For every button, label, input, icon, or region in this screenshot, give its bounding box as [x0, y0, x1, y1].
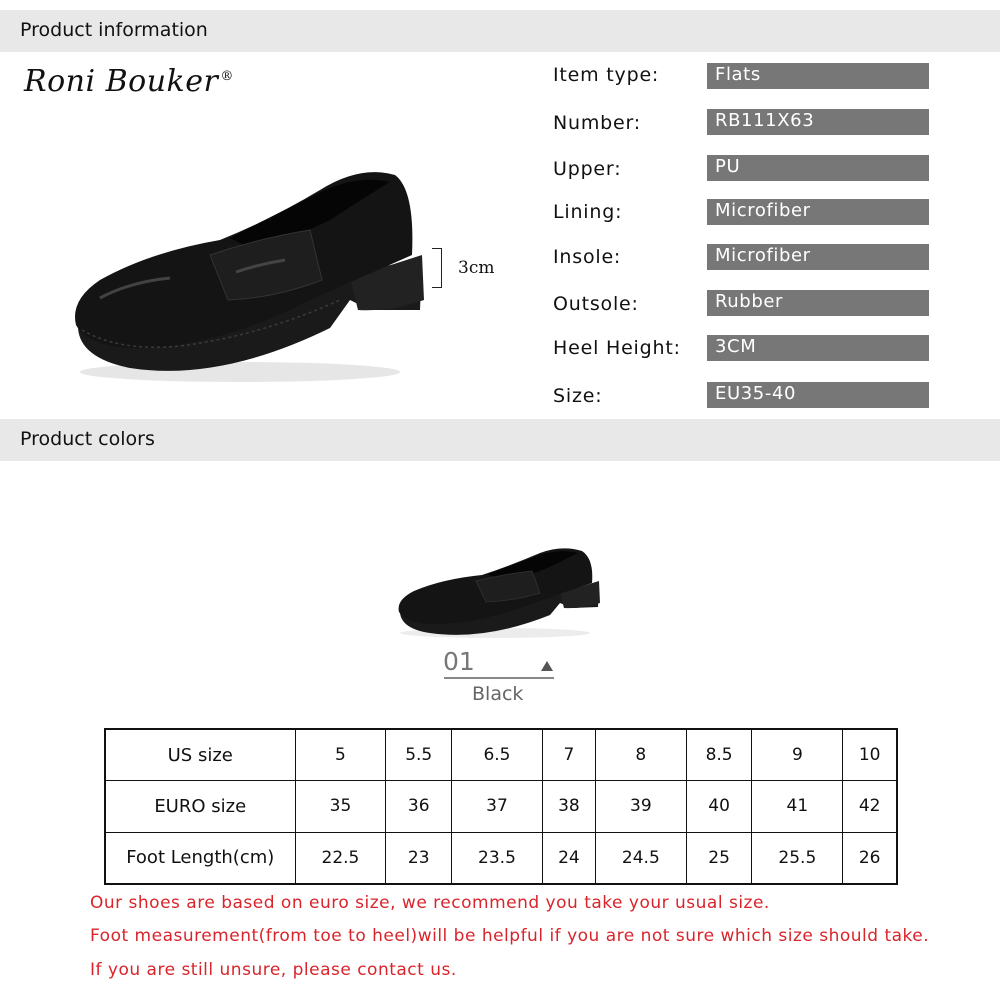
spec-value-size: EU35-40	[707, 382, 929, 408]
spec-value-outsole: Rubber	[707, 290, 929, 316]
spec-value-number: RB111X63	[707, 109, 929, 135]
color-option-underline	[444, 677, 554, 679]
heel-height-bracket	[432, 248, 442, 288]
spec-value-item-type: Flats	[707, 63, 929, 89]
table-row	[105, 781, 897, 833]
color-option-number[interactable]: 01	[443, 647, 475, 676]
spec-label-lining: Lining:	[553, 201, 623, 223]
spec-label-outsole: Outsole:	[553, 293, 639, 315]
size-note-2: Foot measurement(from toe to heel)will be helpful if you are not sure which size should take.	[90, 926, 930, 946]
row-header-us-size: US size	[105, 729, 295, 781]
table-cell: 39	[595, 781, 686, 833]
size-note-1: Our shoes are based on euro size, we recommend you take your usual size.	[90, 893, 770, 913]
spec-label-heel-height: Heel Height:	[553, 337, 681, 359]
section-title: Product colors	[20, 428, 155, 450]
table-cell: 36	[386, 781, 452, 833]
table-cell: 9	[752, 729, 843, 781]
table-row	[105, 729, 897, 781]
spec-value-lining: Microfiber	[707, 199, 929, 225]
spec-label-size: Size:	[553, 385, 603, 407]
spec-label-upper: Upper:	[553, 158, 622, 180]
table-cell: 35	[295, 781, 386, 833]
spec-label-item-type: Item type:	[553, 64, 660, 86]
brand-logo	[24, 64, 234, 99]
spec-label-insole: Insole:	[553, 246, 622, 268]
selected-triangle-icon	[541, 661, 553, 671]
spec-value-heel-height: 3CM	[707, 335, 929, 361]
size-note-3: If you are still unsure, please contact us.	[90, 960, 457, 980]
color-option-name[interactable]: Black	[472, 683, 524, 705]
table-cell: 23.5	[452, 832, 543, 884]
table-cell: 5	[295, 729, 386, 781]
table-cell: 10	[843, 729, 897, 781]
registered-mark: ®	[220, 69, 234, 84]
heel-height-label: 3cm	[458, 258, 495, 278]
shoe-product-image	[60, 160, 430, 390]
table-cell: 38	[542, 781, 595, 833]
table-cell: 25.5	[752, 832, 843, 884]
table-cell: 37	[452, 781, 543, 833]
spec-value-upper: PU	[707, 155, 929, 181]
spec-value-insole: Microfiber	[707, 244, 929, 270]
table-cell: 6.5	[452, 729, 543, 781]
table-cell: 24.5	[595, 832, 686, 884]
table-cell: 7	[542, 729, 595, 781]
table-cell: 22.5	[295, 832, 386, 884]
table-cell: 24	[542, 832, 595, 884]
size-chart-table	[104, 728, 898, 885]
table-cell: 23	[386, 832, 452, 884]
section-header-product-information	[0, 10, 1000, 52]
table-cell: 40	[686, 781, 752, 833]
row-header-euro-size: EURO size	[105, 781, 295, 833]
table-row	[105, 832, 897, 884]
table-cell: 42	[843, 781, 897, 833]
table-cell: 8	[595, 729, 686, 781]
brand-name: Roni Bouker	[24, 64, 219, 99]
table-cell: 5.5	[386, 729, 452, 781]
spec-label-number: Number:	[553, 112, 641, 134]
color-swatch-image[interactable]	[390, 545, 605, 640]
row-header-foot-length: Foot Length(cm)	[105, 832, 295, 884]
table-cell: 26	[843, 832, 897, 884]
table-cell: 25	[686, 832, 752, 884]
section-title: Product information	[20, 19, 208, 41]
section-header-product-colors	[0, 419, 1000, 461]
table-cell: 8.5	[686, 729, 752, 781]
table-cell: 41	[752, 781, 843, 833]
